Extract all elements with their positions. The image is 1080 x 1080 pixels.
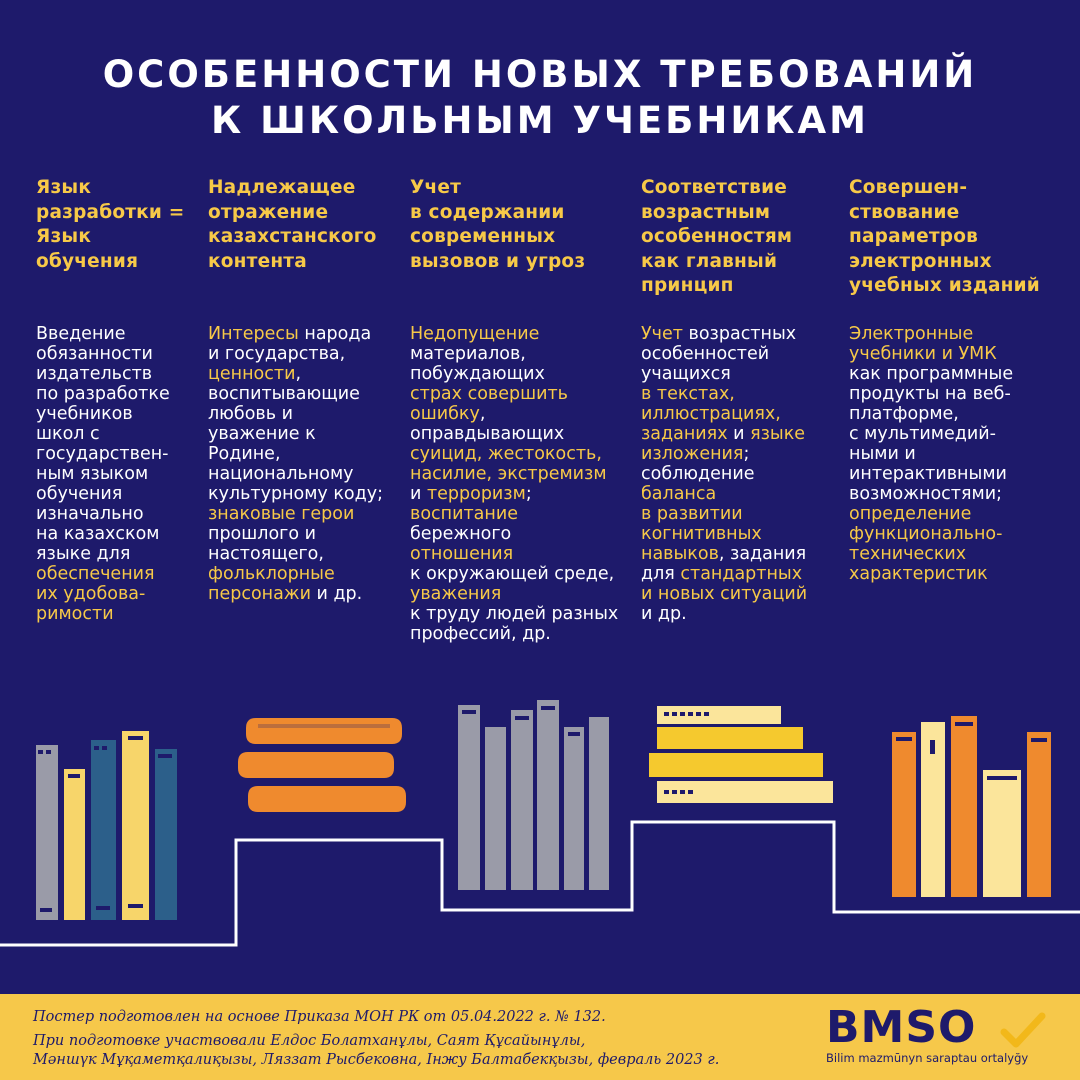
body-text: и xyxy=(727,424,751,444)
body-line xyxy=(849,464,1013,484)
heading-line: возрастным xyxy=(641,201,771,223)
highlighted-text: технических xyxy=(849,544,967,564)
highlighted-text: учебники и УМК xyxy=(849,344,997,364)
title-line-1: ОСОБЕННОСТИ НОВЫХ ТРЕБОВАНИЙ xyxy=(102,53,978,96)
body-line xyxy=(641,364,807,384)
body-text: уважение к xyxy=(208,424,316,444)
book xyxy=(155,749,177,920)
body-text: государствен- xyxy=(36,444,169,464)
body-line xyxy=(36,504,170,524)
body-text: и др. xyxy=(641,604,687,624)
highlighted-text: насилие, экстремизм xyxy=(410,464,607,484)
body-text: к окружающей среде, xyxy=(410,564,615,584)
highlighted-text: страх совершить xyxy=(410,384,568,404)
highlighted-text: в текстах, xyxy=(641,384,735,404)
heading-line: принцип xyxy=(641,275,734,296)
body-text: , xyxy=(479,404,486,424)
body-line xyxy=(36,444,170,464)
heading-line: как главный xyxy=(641,250,778,272)
body-text: и xyxy=(410,484,427,504)
highlighted-text: отношения xyxy=(410,544,514,564)
column-electronic-editions xyxy=(849,176,1040,584)
body-line xyxy=(208,404,383,424)
body-line xyxy=(410,524,618,544)
body-text: настоящего, xyxy=(208,544,324,564)
body-text: к труду людей разных xyxy=(410,604,619,624)
body-line xyxy=(849,364,1013,384)
highlighted-text: заданиях xyxy=(641,424,728,444)
highlighted-text: знаковые герои xyxy=(208,504,355,524)
body-line xyxy=(410,624,618,644)
bookshelf-illustration xyxy=(0,680,1080,994)
book xyxy=(248,786,406,812)
book xyxy=(892,732,916,897)
heading-line: Надлежащее xyxy=(208,177,356,198)
heading-line: отражение xyxy=(208,201,329,223)
body-text: по разработке xyxy=(36,384,170,404)
body-text: школ с xyxy=(36,424,100,444)
heading-line: Язык xyxy=(36,177,92,198)
heading-line: в содержании xyxy=(410,201,565,223)
body-line xyxy=(849,344,1013,364)
body-line xyxy=(208,484,383,504)
body-line xyxy=(641,524,807,544)
body-line xyxy=(208,524,383,544)
highlighted-text: Интересы xyxy=(208,324,299,344)
body-line xyxy=(36,424,170,444)
book xyxy=(458,705,480,890)
body-text: Введение xyxy=(36,324,126,344)
heading-line: параметров xyxy=(849,226,979,247)
body-line xyxy=(849,484,1013,504)
checkmark-icon xyxy=(998,1010,1046,1052)
heading-line: Соответствие xyxy=(641,177,788,198)
book xyxy=(951,716,977,897)
highlighted-text: функционально- xyxy=(849,524,1003,544)
highlighted-text: в развитии xyxy=(641,504,743,524)
body-line xyxy=(410,484,618,504)
column-language xyxy=(36,176,185,624)
column-body xyxy=(208,324,383,604)
body-line xyxy=(410,344,618,364)
body-line xyxy=(410,444,618,464)
body-text: ным языком xyxy=(36,464,149,484)
heading-line: Язык xyxy=(36,226,92,247)
body-line xyxy=(410,324,618,344)
body-line xyxy=(208,504,383,524)
body-line xyxy=(36,384,170,404)
highlighted-text: иллюстрациях, xyxy=(641,404,781,424)
body-line xyxy=(36,404,170,424)
body-text: ными и xyxy=(849,444,916,464)
body-line xyxy=(36,464,170,484)
body-line xyxy=(849,524,1013,544)
highlighted-text: баланса xyxy=(641,484,717,504)
heading-line: разработки = xyxy=(36,201,185,223)
book xyxy=(64,769,85,920)
body-line xyxy=(208,384,383,404)
body-text: прошлого и xyxy=(208,524,316,544)
body-line xyxy=(849,384,1013,404)
bmso-logo xyxy=(826,1004,1056,1074)
body-line xyxy=(849,564,1013,584)
book xyxy=(657,727,803,749)
body-text: продукты на веб- xyxy=(849,384,1011,404)
body-line xyxy=(641,584,807,604)
body-line xyxy=(410,584,618,604)
book xyxy=(91,740,116,920)
logo-subtitle: Bilim mazmūnyn saraptau ortalyğy xyxy=(826,1051,1029,1065)
body-text: Родине, xyxy=(208,444,281,464)
body-text: народа xyxy=(298,324,372,344)
body-line xyxy=(641,444,807,464)
body-line xyxy=(36,324,170,344)
body-line xyxy=(849,424,1013,444)
body-line xyxy=(410,384,618,404)
highlighted-text: и новых ситуаций xyxy=(641,584,808,604)
body-text: бережного xyxy=(410,524,512,544)
column-heading xyxy=(36,176,184,274)
highlighted-text: Недопущение xyxy=(410,324,540,344)
heading-line: контента xyxy=(208,250,307,272)
column-heading xyxy=(410,176,585,274)
heading-line: Учет xyxy=(410,177,462,198)
highlighted-text: воспитание xyxy=(410,504,518,524)
book-group-4 xyxy=(649,706,833,803)
body-text: с мультимедий- xyxy=(849,424,996,444)
highlighted-text: персонажи xyxy=(208,584,311,604)
book xyxy=(537,700,559,890)
highlighted-text: ошибку xyxy=(410,404,480,424)
heading-line: казахстанского xyxy=(208,226,377,247)
body-line xyxy=(641,504,807,524)
highlighted-text: суицид, жестокость, xyxy=(410,444,602,464)
highlighted-text: когнитивных xyxy=(641,524,762,544)
heading-line: Совершен- xyxy=(849,177,968,198)
highlighted-text: определение xyxy=(849,504,972,524)
body-line xyxy=(641,404,807,424)
body-line xyxy=(208,444,383,464)
book xyxy=(511,710,533,890)
heading-line: учебных изданий xyxy=(849,275,1040,296)
heading-line: ствование xyxy=(849,201,960,223)
body-line xyxy=(641,604,807,624)
book-group-1 xyxy=(36,731,177,920)
body-text: ; xyxy=(743,444,750,464)
body-line xyxy=(410,404,618,424)
book xyxy=(589,717,609,890)
body-line xyxy=(208,344,383,364)
highlighted-text: Учет xyxy=(641,324,683,344)
poster-title xyxy=(0,52,1080,144)
logo-text: BMSO xyxy=(826,1002,977,1053)
highlighted-text: Электронные xyxy=(849,324,974,344)
body-line xyxy=(36,604,170,624)
body-text: ; xyxy=(525,484,532,504)
body-text: издательств xyxy=(36,364,153,384)
body-text: языке для xyxy=(36,544,131,564)
body-line xyxy=(208,584,383,604)
body-line xyxy=(208,544,383,564)
body-line xyxy=(208,464,383,484)
body-text: оправдывающих xyxy=(410,424,565,444)
body-line xyxy=(36,344,170,364)
column-heading xyxy=(208,176,377,274)
column-body xyxy=(410,324,618,644)
column-heading xyxy=(641,176,792,299)
body-text: культурному коду; xyxy=(208,484,383,504)
body-line xyxy=(641,344,807,364)
highlighted-text: фольклорные xyxy=(208,564,335,584)
book xyxy=(564,727,584,890)
title-line-2: К ШКОЛЬНЫМ УЧЕБНИКАМ xyxy=(211,99,869,142)
body-line xyxy=(36,524,170,544)
body-line xyxy=(641,564,807,584)
body-line xyxy=(849,544,1013,564)
book-group-3 xyxy=(458,700,609,890)
heading-line: вызовов и угроз xyxy=(410,250,586,272)
body-line xyxy=(36,484,170,504)
body-text: изначально xyxy=(36,504,144,524)
body-line xyxy=(410,424,618,444)
body-line xyxy=(641,484,807,504)
highlighted-text: римости xyxy=(36,604,114,624)
highlighted-text: навыков xyxy=(641,544,719,564)
footer-credits xyxy=(33,1008,719,1071)
highlighted-text: их удобова- xyxy=(36,584,146,604)
body-line xyxy=(410,364,618,384)
body-line xyxy=(641,544,807,564)
body-text: платформе, xyxy=(849,404,959,424)
column-age-features xyxy=(641,176,808,624)
body-text: интерактивными xyxy=(849,464,1007,484)
heading-line: современных xyxy=(410,226,556,247)
body-text: и государства, xyxy=(208,344,346,364)
book xyxy=(649,753,823,777)
body-text: особенностей xyxy=(641,344,770,364)
highlighted-text: ценности xyxy=(208,364,296,384)
body-line xyxy=(36,584,170,604)
body-text: любовь и xyxy=(208,404,293,424)
body-line xyxy=(641,424,807,444)
body-text: , задания xyxy=(718,544,807,564)
book xyxy=(485,727,506,890)
body-line xyxy=(849,404,1013,424)
body-text: как программные xyxy=(849,364,1014,384)
body-text: и др. xyxy=(310,584,363,604)
body-text: для xyxy=(641,564,681,584)
body-text: профессий, др. xyxy=(410,624,551,644)
body-line xyxy=(641,464,807,484)
book xyxy=(36,745,58,920)
body-line xyxy=(36,544,170,564)
body-text: учащихся xyxy=(641,364,731,384)
book xyxy=(238,752,394,778)
highlighted-text: обеспечения xyxy=(36,564,155,584)
body-line xyxy=(641,384,807,404)
footer-contributors-2: Мәншүк Мұқаметқалиқызы, Ляззат Рысбековна, Інжу Балтабекқызы, февраль 2023 г. xyxy=(33,1052,720,1068)
column-modern-challenges xyxy=(410,176,619,644)
body-line xyxy=(410,604,618,624)
body-text: материалов, xyxy=(410,344,526,364)
highlighted-text: уважения xyxy=(410,584,502,604)
body-text: побуждающих xyxy=(410,364,545,384)
book-group-2 xyxy=(238,718,406,812)
heading-line: особенностям xyxy=(641,226,793,247)
body-text: воспитывающие xyxy=(208,384,360,404)
body-line xyxy=(849,324,1013,344)
footer-contributors-1: При подготовке участвовали Елдос Болатханұлы, Саят Құсайынұлы, xyxy=(33,1032,586,1049)
body-text: возрастных xyxy=(682,324,797,344)
body-line xyxy=(208,324,383,344)
highlighted-text: характеристик xyxy=(849,564,988,584)
body-text: на казахском xyxy=(36,524,160,544)
book xyxy=(983,770,1021,897)
column-body xyxy=(36,324,170,624)
body-line xyxy=(410,504,618,524)
heading-line: электронных xyxy=(849,250,992,272)
body-line xyxy=(849,444,1013,464)
body-line xyxy=(410,464,618,484)
body-line xyxy=(410,564,618,584)
body-line xyxy=(36,564,170,584)
body-line xyxy=(641,324,807,344)
body-text: возможностями; xyxy=(849,484,1002,504)
body-line xyxy=(208,564,383,584)
body-text: национальному xyxy=(208,464,354,484)
body-text: учебников xyxy=(36,404,133,424)
body-line xyxy=(208,424,383,444)
column-body xyxy=(641,324,807,624)
body-line xyxy=(36,364,170,384)
body-line xyxy=(849,504,1013,524)
column-body xyxy=(849,324,1013,584)
column-heading xyxy=(849,176,1040,299)
heading-line: обучения xyxy=(36,250,139,272)
book xyxy=(246,718,402,744)
highlighted-text: языке xyxy=(750,424,806,444)
highlighted-text: терроризм xyxy=(426,484,526,504)
footer-source: Постер подготовлен на основе Приказа МОН РК от 05.04.2022 г. № 132. xyxy=(33,1009,606,1025)
book xyxy=(122,731,149,920)
body-text: обязанности xyxy=(36,344,153,364)
highlighted-text: стандартных xyxy=(680,564,803,584)
body-line xyxy=(410,544,618,564)
body-text: соблюдение xyxy=(641,464,755,484)
body-text: обучения xyxy=(36,484,123,504)
book-group-5 xyxy=(892,716,1051,897)
body-line xyxy=(208,364,383,384)
column-kazakhstan-content xyxy=(208,176,383,604)
book xyxy=(1027,732,1051,897)
highlighted-text: изложения xyxy=(641,444,744,464)
body-text: , xyxy=(295,364,302,384)
